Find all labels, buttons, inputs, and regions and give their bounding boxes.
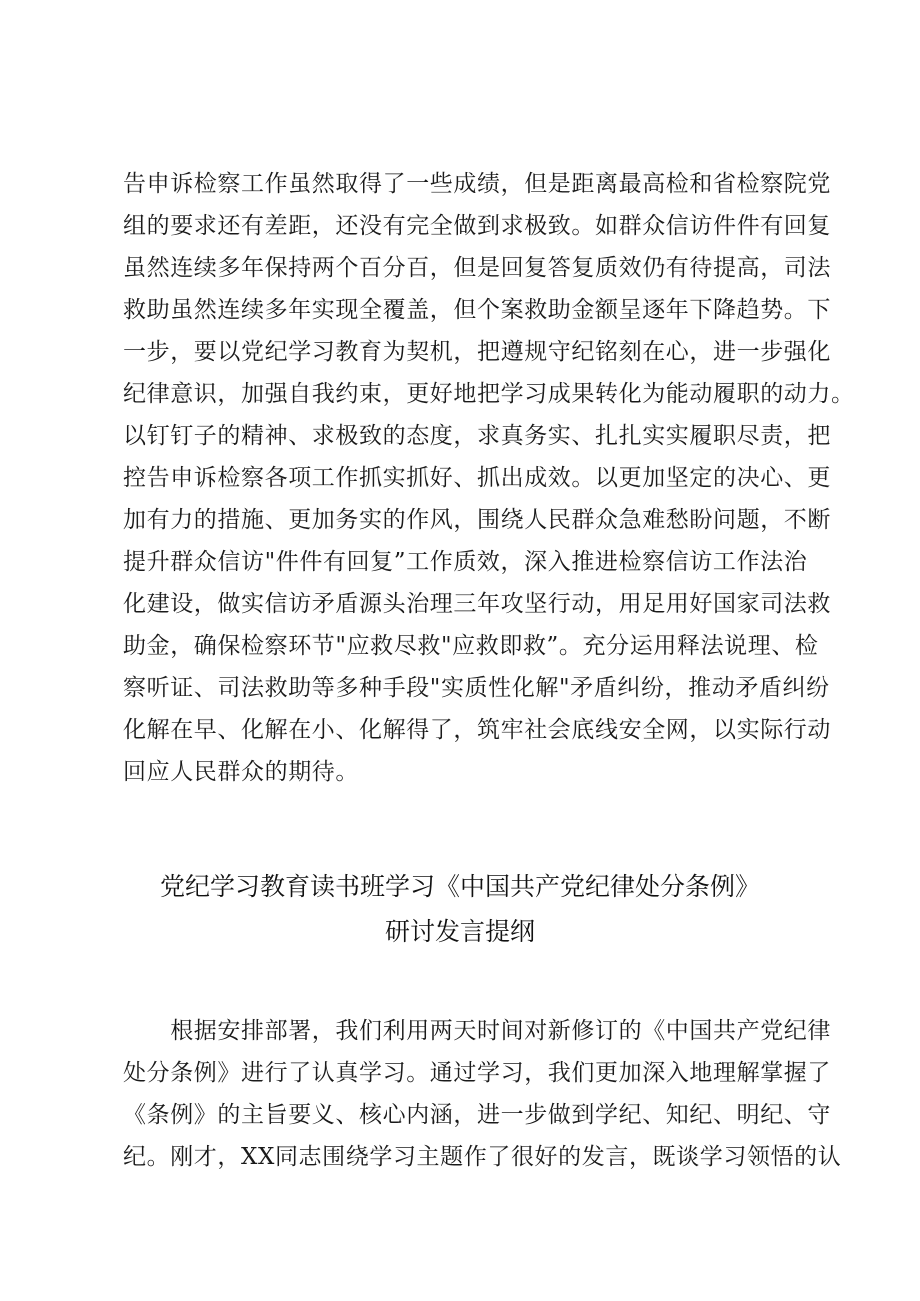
paragraph-line: 以钉钉子的精神、求极致的态度，求真务实、扎扎实实履职尽责，把 bbox=[123, 423, 831, 449]
paragraph-line: 根据安排部署，我们利用两天时间对新修订的《中国共产党纪律 bbox=[123, 1018, 831, 1044]
paragraph-line: 化解在早、化解在小、化解得了，筑牢社会底线安全网，以实际行动 bbox=[123, 717, 831, 743]
paragraph-line: 救助虽然连续多年实现全覆盖，但个案救助金额呈逐年下降趋势。下 bbox=[123, 297, 831, 323]
paragraph-line: 处分条例》进行了认真学习。通过学习，我们更加深入地理解掌握了 bbox=[123, 1060, 831, 1086]
document-subtitle: 研讨发言提纲 bbox=[384, 917, 535, 946]
paragraph-line: 纪。刚才，XX同志围绕学习主题作了很好的发言，既谈学习领悟的认 bbox=[123, 1144, 842, 1170]
paragraph-line: 告申诉检察工作虽然取得了一些成绩，但是距离最高检和省检察院党 bbox=[123, 171, 831, 197]
paragraph-line: 《条例》的主旨要义、核心内涵，进一步做到学纪、知纪、明纪、守 bbox=[123, 1102, 831, 1128]
paragraph-line: 察听证、司法救助等多种手段"实质性化解"矛盾纠纷，推动矛盾纠纷 bbox=[123, 675, 830, 701]
paragraph-line: 控告申诉检察各项工作抓实抓好、抓出成效。以更加坚定的决心、更 bbox=[123, 465, 831, 491]
paragraph-line: 提升群众信访"件件有回复”工作质效，深入推进检察信访工作法治 bbox=[123, 549, 808, 575]
paragraph-line: 化建设，做实信访矛盾源头治理三年攻坚行动，用足用好国家司法救 bbox=[123, 591, 831, 617]
paragraph-line: 组的要求还有差距，还没有完全做到求极致。如群众信访件件有回复 bbox=[123, 213, 831, 239]
paragraph-line: 一步，要以党纪学习教育为契机，把遵规守纪铭刻在心，进一步强化 bbox=[123, 339, 831, 365]
document-title: 党纪学习教育读书班学习《中国共产党纪律处分条例》 bbox=[159, 872, 760, 901]
paragraph-line: 纪律意识，加强自我约束，更好地把学习成果转化为能动履职的动力。 bbox=[123, 381, 855, 407]
paragraph-line: 虽然连续多年保持两个百分百，但是回复答复质效仍有待提高，司法 bbox=[123, 255, 831, 281]
paragraph-line: 回应人民群众的期待。 bbox=[123, 759, 359, 785]
paragraph-line: 助金，确保检察环节"应救尽救"应救即救”。充分运用释法说理、检 bbox=[123, 633, 819, 659]
paragraph-line: 加有力的措施、更加务实的作风，围绕人民群众急难愁盼问题，不断 bbox=[123, 507, 831, 533]
